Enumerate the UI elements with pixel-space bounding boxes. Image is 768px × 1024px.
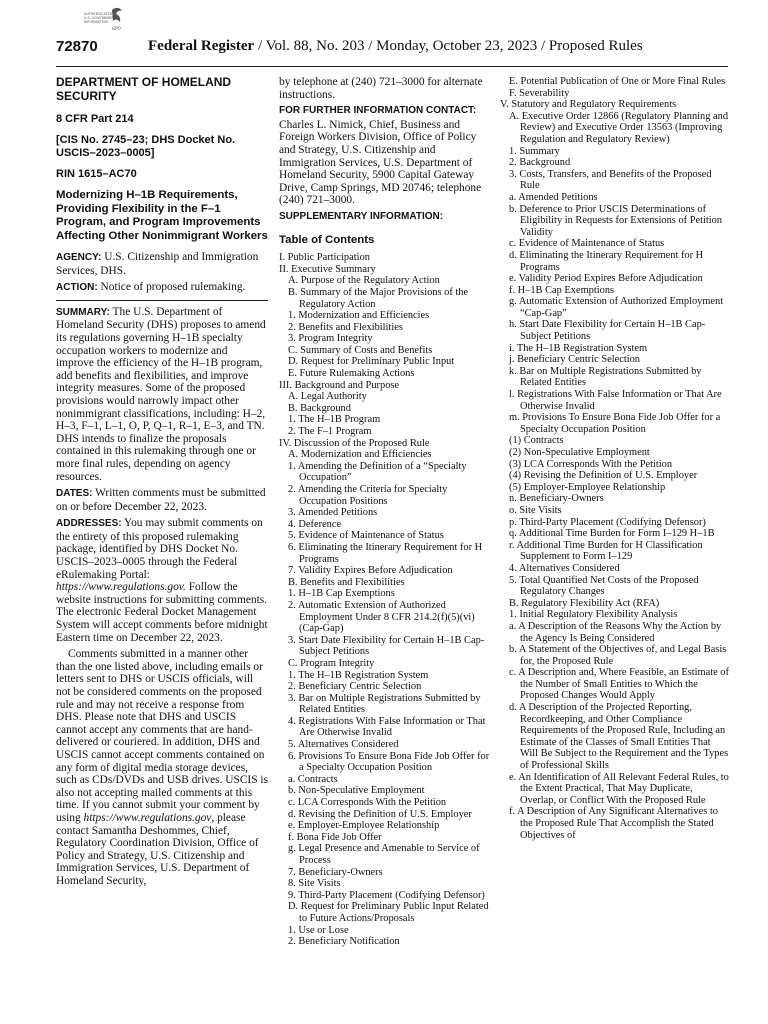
toc-entry: (1) Contracts xyxy=(509,435,564,447)
toc-heading: Table of Contents xyxy=(279,233,375,246)
toc-entry: B. Regulatory Flexibility Act (RFA) xyxy=(509,597,660,609)
comments-text-2: , please contact Samantha Deshommes, Chief, Regulatory Coordination Division, Office of Policy and Strategy, U.S. Citizenship and Immigration Services, U.S. Department of Homeland Security, xyxy=(56,811,259,887)
toc-entry: d. Eliminating the Itinerary Requirement for H Programs xyxy=(509,249,704,273)
agency-entry xyxy=(56,251,268,277)
toc-entry: b. Non-Speculative Employment xyxy=(288,785,425,797)
action-label: ACTION: xyxy=(56,282,98,294)
toc-entry: 4. Registrations With False Information or That Are Otherwise Invalid xyxy=(288,715,486,739)
continued-text: by telephone at (240) 721–3000 for alternate instructions. xyxy=(279,76,483,101)
toc-entry: 5. Total Quantified Net Costs of the Proposed Regulatory Changes xyxy=(509,574,699,598)
toc-entry: c. Evidence of Maintenance of Status xyxy=(509,238,665,250)
toc-entry: d. Revising the Definition of U.S. Employer xyxy=(288,808,472,820)
toc-entry: E. Potential Publication of One or More Final Rules xyxy=(509,76,726,87)
logo-line-2: U.S. GOVERNMENT xyxy=(84,16,117,20)
dates-label: DATES: xyxy=(56,488,93,500)
agency-text: U.S. Citizenship and Immigration Services, DHS. xyxy=(56,251,259,277)
toc-entry: e. Employer-Employee Relationship xyxy=(288,820,440,832)
column-3 xyxy=(500,76,730,841)
toc-entry: 1. Modernization and Efficiencies xyxy=(288,310,430,322)
toc-entry: f. H–1B Cap Exemptions xyxy=(509,284,615,296)
comments-url[interactable]: https://www.regulations.gov xyxy=(83,811,212,824)
toc-entry: (3) LCA Corresponds With the Petition xyxy=(509,458,673,470)
toc-entry: 1. Use or Lose xyxy=(288,924,349,936)
toc-entry: 6. Eliminating the Itinerary Requirement for H Programs xyxy=(288,541,483,565)
logo-line-3: INFORMATION xyxy=(84,20,108,24)
toc-entry: (5) Employer-Employee Relationship xyxy=(509,481,666,493)
toc-entry: 4. Alternatives Considered xyxy=(509,562,620,574)
rin-number: RIN 1615–AC70 xyxy=(56,168,137,180)
toc-entry: A. Modernization and Efficiencies xyxy=(288,449,432,461)
docket-number: [CIS No. 2745–23; DHS Docket No. USCIS–2023–0005] xyxy=(56,134,236,159)
toc-entry: h. Start Date Flexibility for Certain H–1B Cap-Subject Petitions xyxy=(509,319,706,343)
page-header xyxy=(56,12,728,67)
toc-entry: g. Legal Presence and Amenable to Service of Process xyxy=(288,843,480,866)
toc-entry: C. Summary of Costs and Benefits xyxy=(288,344,433,356)
toc-entry: V. Statutory and Regulatory Requirements xyxy=(500,99,677,111)
toc-entry: D. Request for Preliminary Public Input xyxy=(288,356,455,368)
toc-entry: 1. The H–1B Registration System xyxy=(288,669,429,681)
toc-entry: 7. Validity Expires Before Adjudication xyxy=(288,565,453,577)
cfr-part: 8 CFR Part 214 xyxy=(56,113,134,125)
toc-entry: 8. Site Visits xyxy=(288,878,341,890)
toc-entry: 6. Provisions To Ensure Bona Fide Job Offer for a Specialty Occupation Position xyxy=(288,750,490,774)
toc-entry: 2. The F–1 Program xyxy=(288,426,372,438)
toc-entry: A. Purpose of the Regulatory Action xyxy=(288,275,440,287)
addresses-text-1: You may submit comments on the entirety of this proposed rulemaking package, identified by DHS Docket No. USCIS–2023–0005 through the Federal eRulemaking Portal: xyxy=(56,517,263,581)
toc-entry: 2. Background xyxy=(509,157,571,169)
toc-entry: 2. Automatic Extension of Authorized Employment Under 8 CFR 214.2(f)(5)(vi) (Cap-Gap) xyxy=(288,599,475,635)
toc-entry: e. An Identification of All Relevant Federal Rules, to the Extent Practical, That May Duplicate, Overlap, or Conflict With the Proposed Rule xyxy=(509,771,729,806)
agency-heading: DEPARTMENT OF HOMELAND SECURITY xyxy=(56,75,232,103)
further-info-label: FOR FURTHER INFORMATION CONTACT: xyxy=(279,105,477,117)
comments-text-1: Comments submitted in a manner other than the one listed above, including emails or letters sent to DHS or USCIS officials, will not be considered comments on the proposed rule and may not receive a response from DHS. Please note that DHS and USCIS cannot accept any comments that are hand-delivered or couriered. In addition, DHS and USCIS cannot accept comments contained on any form of digital media storage devices, such as CDs/DVDs and USB drives. USCIS is also not accepting mailed comments at this time. If you cannot submit your comment by using xyxy=(56,648,269,824)
toc-entry: f. Bona Fide Job Offer xyxy=(288,831,382,843)
logo-line-1: AUTHENTICATED xyxy=(84,12,113,16)
toc-entry: j. Beneficiary Centric Selection xyxy=(509,354,640,366)
addresses-entry xyxy=(56,517,268,644)
toc-entry: l. Registrations With False Information or That Are Otherwise Invalid xyxy=(509,389,722,412)
dates-entry xyxy=(56,487,268,513)
toc-entry: c. A Description and, Where Feasible, an Estimate of the Number of Small Entities to Which the Proposed Changes Would Apply xyxy=(509,667,729,702)
toc-entry: 3. Amended Petitions xyxy=(288,507,378,519)
toc-entry: 1. Summary xyxy=(509,145,560,157)
toc-entry: b. Deference to Prior USCIS Determinations of Eligibility in Requests for Extensions of Petition Validity xyxy=(509,203,723,238)
toc-entry: 1. Amending the Definition of a “Specialty Occupation” xyxy=(288,460,467,484)
toc-entry: o. Site Visits xyxy=(509,504,562,516)
table-of-contents-continued xyxy=(500,76,730,841)
toc-entry: 5. Evidence of Maintenance of Status xyxy=(288,530,444,542)
toc-entry: 2. Beneficiary Centric Selection xyxy=(288,681,422,693)
toc-entry: a. Amended Petitions xyxy=(509,191,598,203)
divider xyxy=(56,300,268,301)
toc-entry: n. Beneficiary-Owners xyxy=(509,493,604,505)
table-of-contents xyxy=(279,252,493,948)
toc-entry: IV. Discussion of the Proposed Rule xyxy=(279,437,430,449)
addresses-url[interactable]: https://www.regulations.gov. xyxy=(56,581,186,594)
summary-label: SUMMARY: xyxy=(56,306,110,318)
toc-entry: 3. Start Date Flexibility for Certain H–1B Cap-Subject Petitions xyxy=(288,634,485,658)
toc-entry: 7. Beneficiary-Owners xyxy=(288,866,383,878)
toc-entry: b. A Statement of the Objectives of, and Legal Basis for, the Proposed Rule xyxy=(509,644,727,667)
toc-entry: A. Legal Authority xyxy=(288,391,367,403)
toc-entry: B. Summary of the Major Provisions of the Regulatory Action xyxy=(288,286,469,310)
toc-entry: B. Benefits and Flexibilities xyxy=(288,576,405,588)
toc-entry: p. Third-Party Placement (Codifying Defensor) xyxy=(509,516,706,528)
comments-paragraph xyxy=(56,648,268,887)
toc-entry: 2. Benefits and Flexibilities xyxy=(288,321,403,333)
toc-entry: f. A Description of Any Significant Alternatives to the Proposed Rule That Accomplish the Stated Objectives of xyxy=(509,806,718,841)
addresses-label: ADDRESSES: xyxy=(56,518,122,530)
toc-entry: 3. Bar on Multiple Registrations Submitted by Related Entities xyxy=(288,692,481,716)
supplementary-info-label: SUPPLEMENTARY INFORMATION: xyxy=(279,210,444,222)
logo-gpo: GPO xyxy=(112,26,121,31)
action-text: Notice of proposed rulemaking. xyxy=(100,281,246,294)
toc-entry: 1. Initial Regulatory Flexibility Analysis xyxy=(509,609,678,621)
toc-entry: g. Automatic Extension of Authorized Employment “Cap-Gap” xyxy=(509,296,724,319)
toc-entry: 3. Program Integrity xyxy=(288,333,373,345)
toc-entry: 5. Alternatives Considered xyxy=(288,739,399,751)
summary-entry xyxy=(56,306,268,483)
toc-entry: 4. Deference xyxy=(288,518,342,530)
toc-entry: II. Executive Summary xyxy=(279,263,376,275)
toc-entry: q. Additional Time Burden for Form I–129 H–1B xyxy=(509,528,715,540)
toc-entry: D. Request for Preliminary Public Input Related to Future Actions/Proposals xyxy=(288,901,489,924)
toc-entry: A. Executive Order 12866 (Regulatory Planning and Review) and Executive Order 13563 (Improving Regulation and Regulatory Review) xyxy=(509,110,729,145)
document-title: Modernizing H–1B Requirements, Providing Flexibility in the F–1 Program, and Program Improvements Affecting Other Nonimmigrant Workers xyxy=(56,189,268,242)
toc-entry: III. Background and Purpose xyxy=(279,379,400,391)
toc-entry: a. A Description of the Reasons Why the Action by the Agency Is Being Considered xyxy=(509,620,722,644)
summary-text: The U.S. Department of Homeland Security (DHS) proposes to amend its regulations governing H–1B specialty occupation workers to modernize and improve the efficiency of the H–1B program, add benefits and flexibilities, and improve integrity measures. Some of the proposed provisions would narrowly impact other nonimmigrant classifications, including: H–2, H–3, F–1, L–1, O, P, Q–1, R–1, E–3, and TN. DHS intends to finalize the proposals contained in this rulemaking through one or more final rules, depending on agency resources. xyxy=(56,305,266,483)
toc-entry: F. Severability xyxy=(509,87,570,99)
toc-entry: m. Provisions To Ensure Bona Fide Job Offer for a Specialty Occupation Position xyxy=(509,412,721,435)
toc-entry: 9. Third-Party Placement (Codifying Defensor) xyxy=(288,889,485,901)
dates-text: Written comments must be submitted on or before December 22, 2023. xyxy=(56,487,266,513)
toc-entry: a. Contracts xyxy=(288,773,338,785)
column-1 xyxy=(56,76,268,888)
page-number: 72870 xyxy=(56,38,98,55)
toc-entry: (2) Non-Speculative Employment xyxy=(509,447,650,458)
publication-name: Federal Register xyxy=(148,38,255,54)
addresses-text-2: Follow the website instructions for submitting comments. The electronic Federal Docket Management System will accept comments before midnight Eastern time on December 22, 2023. xyxy=(56,581,268,644)
further-info-text: Charles L. Nimick, Chief, Business and Foreign Workers Division, Office of Policy and Strategy, U.S. Citizenship and Immigration Services, U.S. Department of Homeland Security, 5900 Capital Gateway Drive, Camp Springs, MD 20746; telephone (240) 721–3000. xyxy=(279,118,482,207)
action-entry xyxy=(56,281,268,295)
toc-entry: (4) Revising the Definition of U.S. Employer xyxy=(509,470,698,482)
toc-entry: 3. Costs, Transfers, and Benefits of the Proposed Rule xyxy=(509,168,712,192)
toc-entry: i. The H–1B Registration System xyxy=(509,342,648,354)
toc-entry: r. Additional Time Burden for H Classification Supplement to Form I–129 xyxy=(509,539,703,563)
toc-entry: I. Public Participation xyxy=(279,252,370,264)
toc-entry: k. Bar on Multiple Registrations Submitted by Related Entities xyxy=(509,365,702,389)
toc-entry: 1. H–1B Cap Exemptions xyxy=(288,588,395,600)
toc-entry: d. A Description of the Projected Reporting, Recordkeeping, and Other Compliance Requirements of the Proposed Rule, Including an Estimate of the Classes of Small Entities That Will Be Subject to the Requirement and the Types of Professional Skills xyxy=(509,702,729,772)
running-head xyxy=(148,38,643,55)
toc-entry: 1. The H–1B Program xyxy=(288,414,381,426)
toc-entry: e. Validity Period Expires Before Adjudication xyxy=(509,273,703,285)
toc-entry: C. Program Integrity xyxy=(288,657,375,669)
column-2 xyxy=(279,76,493,948)
toc-entry: 2. Amending the Criteria for Specialty Occupation Positions xyxy=(288,484,448,507)
toc-entry: E. Future Rulemaking Actions xyxy=(288,368,415,380)
issue-info: / Vol. 88, No. 203 / Monday, October 23, 2023 / Proposed Rules xyxy=(254,38,643,54)
toc-entry: 2. Beneficiary Notification xyxy=(288,936,400,948)
toc-entry: B. Background xyxy=(288,402,351,414)
toc-entry: c. LCA Corresponds With the Petition xyxy=(288,797,447,809)
gpo-authentication-logo xyxy=(84,6,128,40)
agency-label: AGENCY: xyxy=(56,252,102,263)
